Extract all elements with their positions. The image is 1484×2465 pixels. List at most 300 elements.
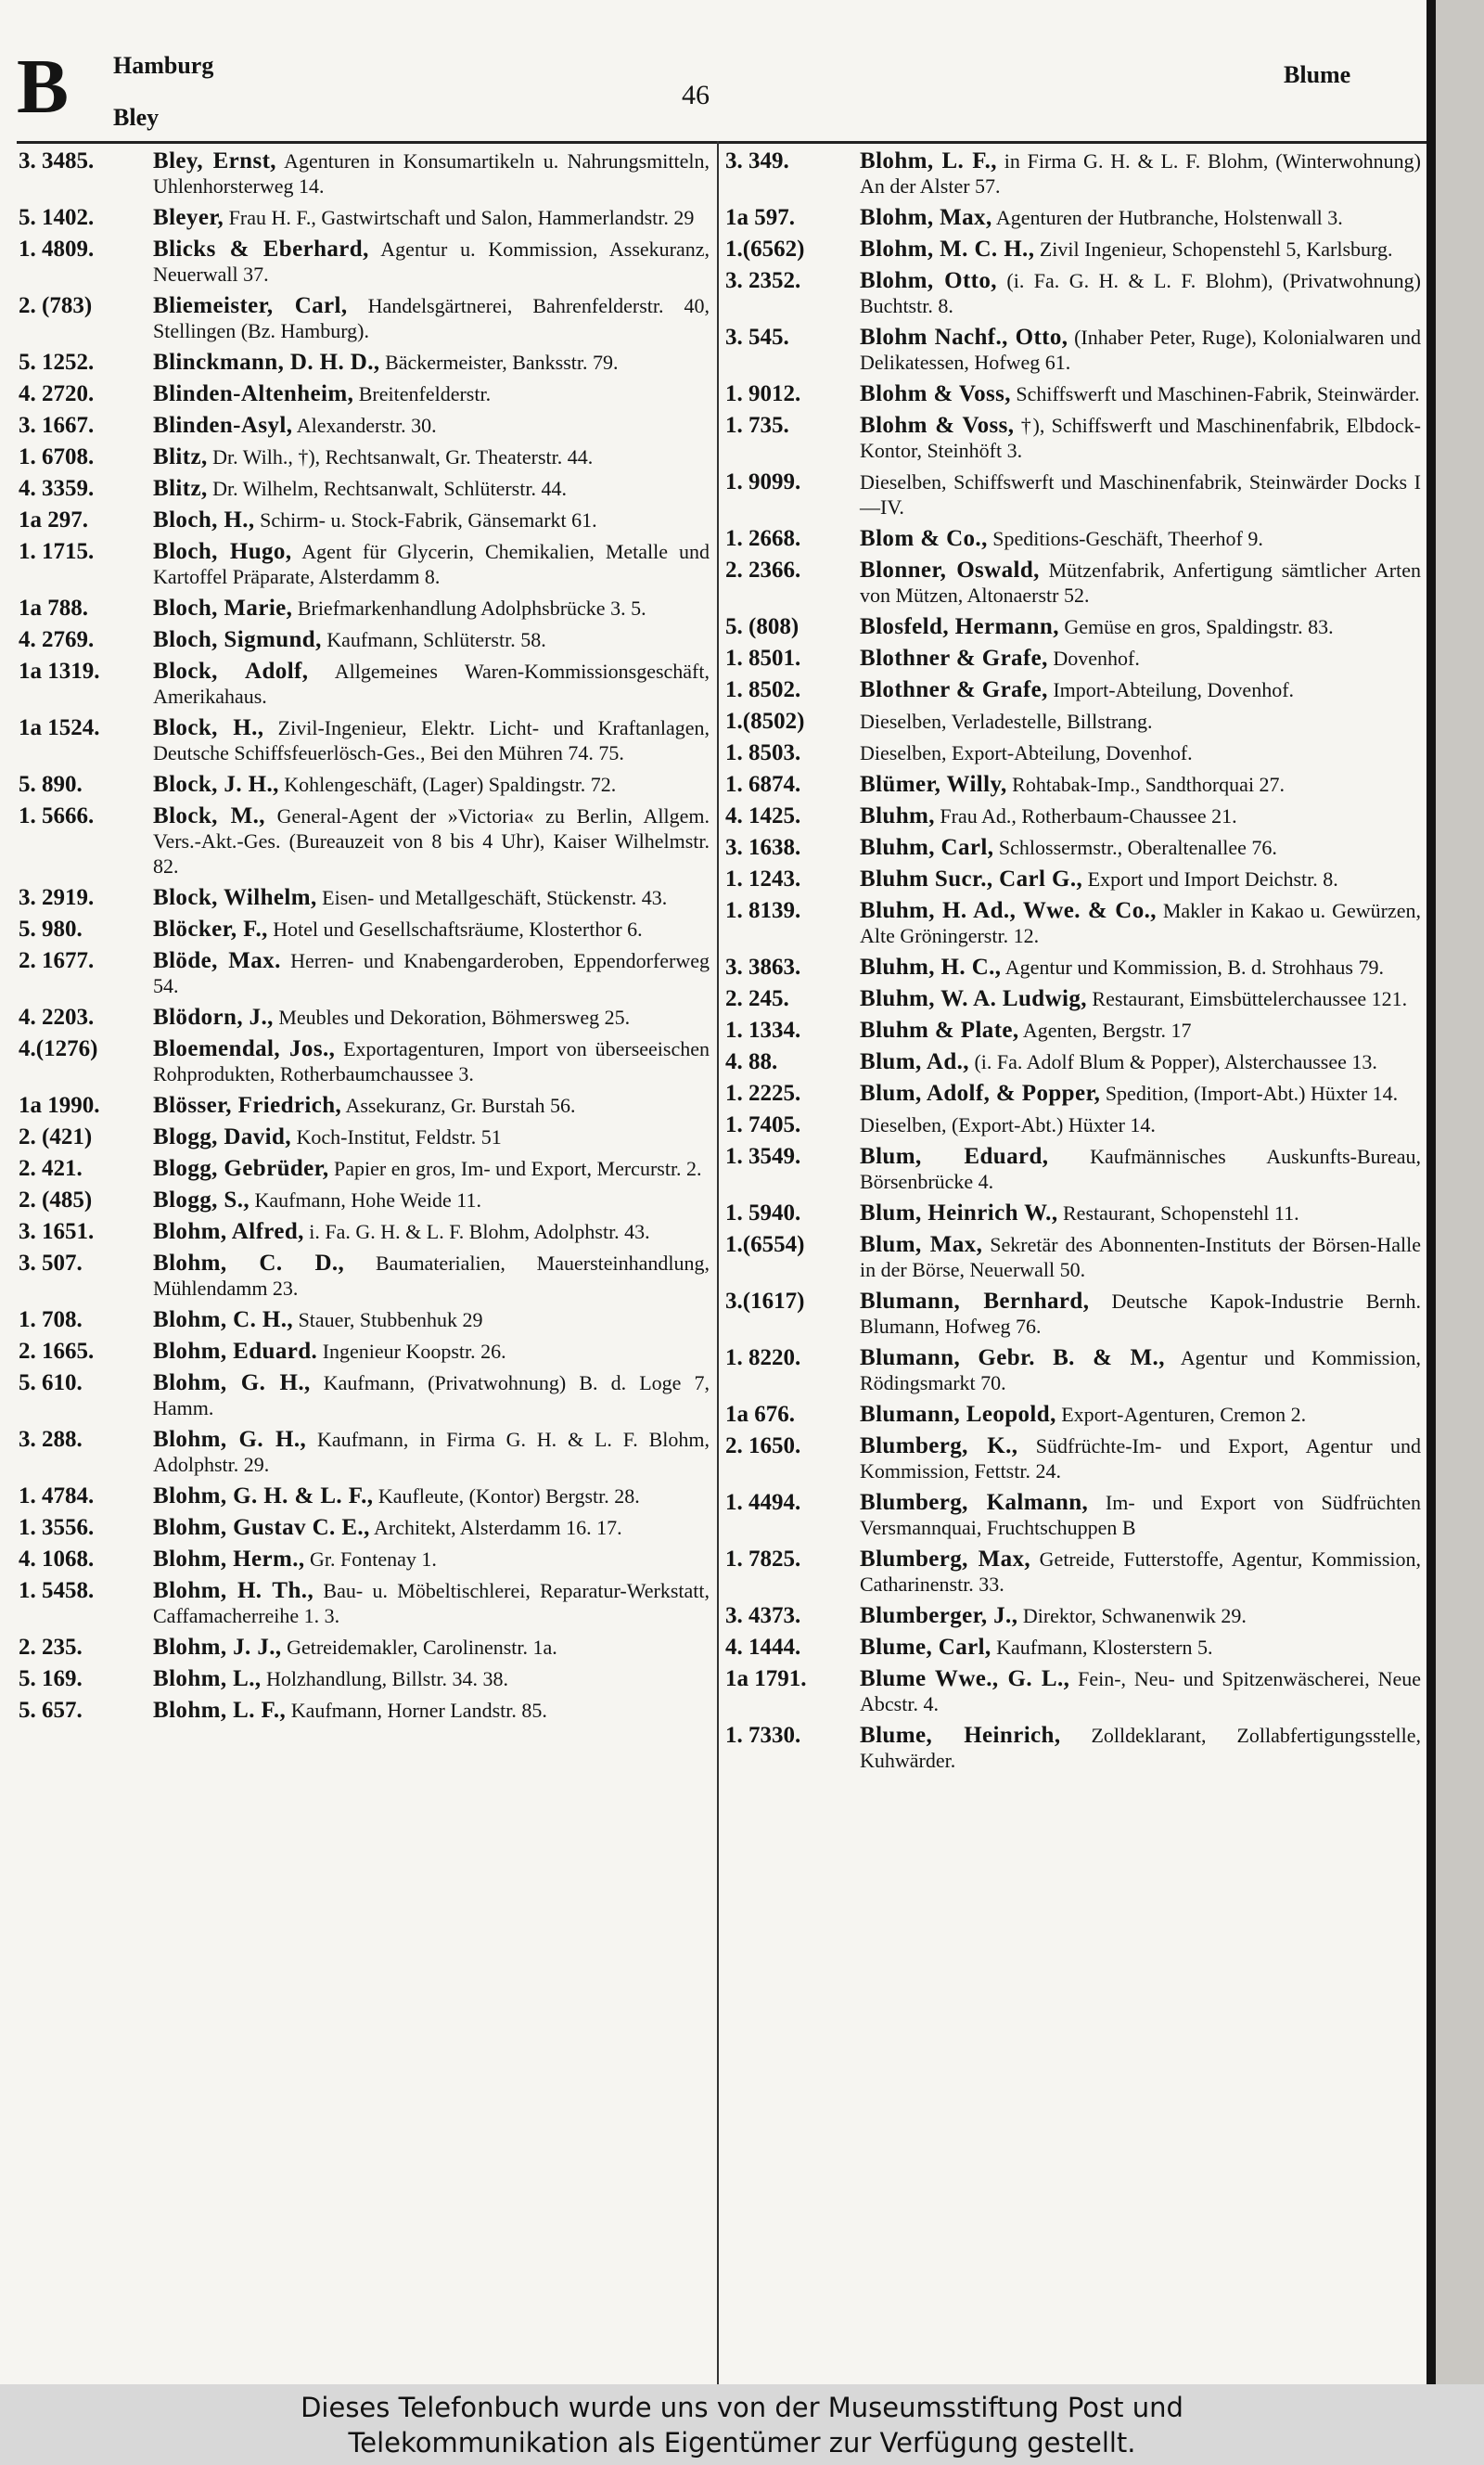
subscriber-name: Bloch, Sigmund, bbox=[153, 627, 322, 652]
subscriber-name: Blumann, Bernhard, bbox=[860, 1289, 1090, 1314]
phone-number: 4. 1068. bbox=[19, 1547, 95, 1572]
entry-details: Speditions-Geschäft, Theerhof 9. bbox=[992, 527, 1263, 550]
subscriber-name: Bluhm, H. Ad., Wwe. & Co., bbox=[860, 898, 1157, 923]
phone-number: 1a 676. bbox=[725, 1402, 795, 1427]
directory-entry bbox=[725, 1635, 1421, 1660]
subscriber-name: Blinckmann, D. H. D., bbox=[153, 350, 380, 375]
subscriber-name: Blumberger, J., bbox=[860, 1603, 1018, 1628]
entry-body bbox=[153, 1124, 710, 1149]
directory-entry bbox=[725, 526, 1421, 551]
directory-entry bbox=[19, 596, 710, 621]
directory-entry bbox=[19, 1251, 710, 1301]
directory-entry bbox=[725, 898, 1421, 948]
phone-number: 4. 88. bbox=[725, 1049, 778, 1074]
phone-number: 1. 4809. bbox=[19, 237, 95, 262]
phone-number: 1. 4494. bbox=[725, 1490, 801, 1515]
entry-details: Restaurant, Eimsbüttelerchaussee 121. bbox=[1092, 987, 1408, 1010]
subscriber-name: Bloemendal, Jos., bbox=[153, 1036, 336, 1061]
phone-number: 3. 349. bbox=[725, 148, 789, 173]
subscriber-name: Blümer, Willy, bbox=[860, 772, 1007, 797]
entry-body bbox=[860, 381, 1421, 406]
directory-entry bbox=[725, 1345, 1421, 1395]
subscriber-name: Blohm, H. Th., bbox=[153, 1578, 314, 1603]
subscriber-name: Bloch, Marie, bbox=[153, 596, 293, 621]
left-column bbox=[19, 148, 710, 1729]
entry-details: Kaufmann, Horner Landstr. 85. bbox=[290, 1699, 547, 1722]
entry-body bbox=[860, 1402, 1421, 1427]
subscriber-name: Blödorn, J., bbox=[153, 1005, 274, 1030]
entry-body bbox=[860, 1289, 1421, 1339]
directory-entry bbox=[19, 1483, 710, 1509]
phone-number: 1. 8220. bbox=[725, 1345, 801, 1370]
entry-body bbox=[153, 659, 710, 709]
directory-entry bbox=[725, 1144, 1421, 1194]
directory-entry bbox=[19, 148, 710, 199]
subscriber-name: Blumann, Leopold, bbox=[860, 1402, 1056, 1427]
subscriber-name: Blothner & Grafe, bbox=[860, 646, 1048, 671]
entry-body bbox=[860, 1723, 1421, 1773]
entry-body bbox=[860, 1200, 1421, 1226]
directory-entry bbox=[725, 1433, 1421, 1483]
entry-body bbox=[860, 1490, 1421, 1540]
directory-entry bbox=[19, 1666, 710, 1691]
entry-details: Rohtabak-Imp., Sandthorquai 27. bbox=[1012, 773, 1286, 796]
directory-entry bbox=[725, 1547, 1421, 1597]
phone-number: 1a 597. bbox=[725, 205, 795, 230]
entry-body bbox=[860, 709, 1421, 734]
phone-number: 4.(1276) bbox=[19, 1036, 98, 1061]
subscriber-name: Bluhm Sucr., Carl G., bbox=[860, 867, 1083, 892]
directory-entry bbox=[19, 948, 710, 998]
phone-number: 1. 6874. bbox=[725, 772, 801, 797]
entry-body bbox=[153, 413, 710, 438]
phone-number: 1. 5666. bbox=[19, 803, 95, 828]
subscriber-name: Blonner, Oswald, bbox=[860, 558, 1040, 583]
phone-number: 1a 788. bbox=[19, 596, 88, 621]
adjacent-page-edge bbox=[1436, 0, 1484, 2384]
entry-details: Dieselben, (Export-Abt.) Hüxter 14. bbox=[860, 1113, 1156, 1136]
entry-details: Import-Abteilung, Dovenhof. bbox=[1053, 678, 1295, 701]
directory-entry bbox=[19, 1219, 710, 1244]
directory-entry bbox=[725, 1112, 1421, 1137]
entry-body bbox=[153, 148, 710, 199]
directory-entry bbox=[725, 955, 1421, 980]
entry-body bbox=[153, 444, 710, 469]
entry-body bbox=[860, 898, 1421, 948]
entry-body bbox=[860, 986, 1421, 1011]
subscriber-name: Bluhm & Plate, bbox=[860, 1018, 1019, 1043]
phone-number: 1. 1715. bbox=[19, 539, 95, 564]
subscriber-name: Blohm, Max, bbox=[860, 205, 992, 230]
entry-body bbox=[153, 1307, 710, 1332]
entry-body bbox=[153, 1547, 710, 1572]
subscriber-name: Blohm Nachf., Otto, bbox=[860, 325, 1068, 350]
entry-details: Baumaterialien, Mauersteinhandlung, Mühlendamm 23. bbox=[153, 1252, 710, 1300]
column-divider bbox=[717, 141, 719, 2386]
entry-body bbox=[860, 1547, 1421, 1597]
entry-details: Kaufmann, in Firma G. H. & L. F. Blohm, Adolphstr. 29. bbox=[153, 1428, 710, 1476]
subscriber-name: Blohm, G. H., bbox=[153, 1427, 307, 1452]
phone-number: 3. 4373. bbox=[725, 1603, 801, 1628]
entry-body bbox=[153, 1188, 710, 1213]
entry-details: Agenten, Bergstr. 17 bbox=[1022, 1019, 1192, 1042]
entry-body bbox=[153, 885, 710, 910]
entry-body bbox=[860, 1433, 1421, 1483]
directory-entry bbox=[725, 803, 1421, 828]
directory-entry bbox=[19, 1339, 710, 1364]
phone-number: 4. 2203. bbox=[19, 1005, 95, 1030]
directory-entry bbox=[19, 1578, 710, 1628]
entry-details: Allgemeines Waren-Kommissionsgeschäft, Amerikahaus. bbox=[153, 660, 710, 708]
subscriber-name: Blom & Co., bbox=[860, 526, 988, 551]
subscriber-name: Blumann, Gebr. B. & M., bbox=[860, 1345, 1165, 1370]
entry-details: Dr. Wilhelm, Rechtsanwalt, Schlüterstr. 44. bbox=[212, 477, 567, 500]
directory-entry bbox=[19, 1427, 710, 1477]
subscriber-name: Blohm, L., bbox=[153, 1666, 262, 1691]
directory-entry bbox=[19, 205, 710, 230]
entry-body bbox=[860, 1081, 1421, 1106]
subscriber-name: Blumberg, K., bbox=[860, 1433, 1018, 1458]
subscriber-name: Blohm, Otto, bbox=[860, 268, 997, 293]
subscriber-name: Blothner & Grafe, bbox=[860, 677, 1048, 702]
phone-number: 1. 6708. bbox=[19, 444, 95, 469]
entry-details: Makler in Kakao u. Gewürzen, Alte Gröningerstr. 12. bbox=[860, 899, 1421, 947]
subscriber-name: Blogg, David, bbox=[153, 1124, 291, 1149]
directory-entry bbox=[725, 1666, 1421, 1716]
entry-body bbox=[860, 740, 1421, 765]
directory-entry bbox=[725, 614, 1421, 639]
entry-details: Dieselben, Export-Abteilung, Dovenhof. bbox=[860, 741, 1193, 764]
entry-body bbox=[153, 1578, 710, 1628]
subscriber-name: Bliemeister, Carl, bbox=[153, 293, 348, 318]
phone-number: 1. 1243. bbox=[725, 867, 801, 892]
entry-details: Agentur und Kommission, B. d. Strohhaus 79. bbox=[1004, 956, 1384, 979]
phone-number: 5. 1252. bbox=[19, 350, 95, 375]
subscriber-name: Blum, Ad., bbox=[860, 1049, 969, 1074]
entry-details: Im- und Export von Südfrüchten Versmannquai, Fruchtschuppen B bbox=[860, 1491, 1421, 1539]
entry-body bbox=[153, 1036, 710, 1086]
entry-body bbox=[860, 614, 1421, 639]
subscriber-name: Block, Adolf, bbox=[153, 659, 309, 684]
entry-details: Deutsche Kapok-Industrie Bernh. Blumann, Hofweg 76. bbox=[860, 1290, 1421, 1338]
directory-entry bbox=[19, 1156, 710, 1181]
phone-number: 4. 3359. bbox=[19, 476, 95, 501]
entry-details: Kaufleute, (Kontor) Bergstr. 28. bbox=[377, 1484, 640, 1508]
footer-line-1: Dieses Telefonbuch wurde uns von der Museumsstiftung Post und bbox=[301, 2392, 1183, 2423]
directory-entry bbox=[19, 237, 710, 287]
subscriber-name: Blohm, G. H., bbox=[153, 1370, 311, 1395]
subscriber-name: Blohm, C. H., bbox=[153, 1307, 294, 1332]
phone-number: 2. 235. bbox=[19, 1635, 83, 1660]
phone-number: 1. 7405. bbox=[725, 1112, 801, 1137]
phone-number: 1. 7825. bbox=[725, 1547, 801, 1572]
subscriber-name: Bluhm, bbox=[860, 803, 935, 828]
directory-entry bbox=[725, 381, 1421, 406]
entry-body bbox=[860, 646, 1421, 671]
entry-body bbox=[860, 1666, 1421, 1716]
phone-number: 2. 1665. bbox=[19, 1339, 95, 1364]
phone-number: 5. (808) bbox=[725, 614, 800, 639]
subscriber-name: Bluhm, W. A. Ludwig, bbox=[860, 986, 1087, 1011]
directory-entry bbox=[19, 444, 710, 469]
subscriber-name: Blohm, G. H. & L. F., bbox=[153, 1483, 374, 1509]
directory-entry bbox=[19, 381, 710, 406]
phone-number: 1. 2225. bbox=[725, 1081, 801, 1106]
subscriber-name: Block, Wilhelm, bbox=[153, 885, 317, 910]
entry-details: Zivil-Ingenieur, Elektr. Licht- und Kraftanlagen, Deutsche Schiffsfeuerlösch-Ges., Bei den Mühren 74. 75. bbox=[153, 716, 710, 764]
phone-number: 5. 1402. bbox=[19, 205, 95, 230]
phone-number: 1. 9099. bbox=[725, 469, 801, 494]
directory-entry bbox=[725, 1603, 1421, 1628]
subscriber-name: Blitz, bbox=[153, 444, 208, 469]
entry-details: Agentur und Kommission, Rödingsmarkt 70. bbox=[860, 1346, 1421, 1394]
entry-body bbox=[153, 539, 710, 589]
phone-number: 3. 507. bbox=[19, 1251, 83, 1276]
subscriber-name: Blösser, Friedrich, bbox=[153, 1093, 342, 1118]
phone-number: 2. 1650. bbox=[725, 1433, 801, 1458]
entry-body bbox=[153, 1251, 710, 1301]
phone-number: 1. 3556. bbox=[19, 1515, 95, 1540]
entry-details: Kaufmann, Klosterstern 5. bbox=[996, 1636, 1213, 1659]
header-last-name: Blume bbox=[1284, 61, 1351, 88]
directory-entry bbox=[725, 1490, 1421, 1540]
entry-body bbox=[153, 507, 710, 533]
entry-details: Bau- u. Möbeltischlerei, Reparatur-Werkstatt, Caffamacherreihe 1. 3. bbox=[153, 1579, 710, 1627]
entry-body bbox=[860, 1603, 1421, 1628]
phone-number: 1a 1524. bbox=[19, 715, 100, 740]
entry-body bbox=[860, 867, 1421, 892]
directory-entry bbox=[725, 148, 1421, 199]
subscriber-name: Blosfeld, Hermann, bbox=[860, 614, 1059, 639]
entry-details: Dr. Wilh., †), Rechtsanwalt, Gr. Theaterstr. 44. bbox=[212, 445, 594, 469]
phone-number: 3. 1651. bbox=[19, 1219, 95, 1244]
entry-body bbox=[860, 1232, 1421, 1282]
entry-body bbox=[153, 627, 710, 652]
phone-number: 4. 1425. bbox=[725, 803, 801, 828]
subscriber-name: Bleyer, bbox=[153, 205, 224, 230]
entry-details: Direktor, Schwanenwik 29. bbox=[1022, 1604, 1247, 1627]
subscriber-name: Blohm, M. C. H., bbox=[860, 237, 1035, 262]
phone-number: 1a 1791. bbox=[725, 1666, 807, 1691]
directory-entry bbox=[19, 803, 710, 879]
entry-details: Hotel und Gesellschaftsräume, Klosterthor 6. bbox=[273, 918, 643, 941]
entry-details: Spedition, (Import-Abt.) Hüxter 14. bbox=[1105, 1082, 1399, 1105]
entry-details: (i. Fa. G. H. & L. F. Blohm), (Privatwohnung) Buchtstr. 8. bbox=[860, 269, 1422, 317]
entry-body bbox=[153, 1635, 710, 1660]
phone-number: 4. 1444. bbox=[725, 1635, 801, 1660]
entry-details: Kaufmännisches Auskunfts-Bureau, Börsenbrücke 4. bbox=[860, 1145, 1421, 1193]
subscriber-name: Blum, Adolf, & Popper, bbox=[860, 1081, 1101, 1106]
entry-body bbox=[153, 803, 710, 879]
directory-entry bbox=[19, 885, 710, 910]
entry-body bbox=[860, 469, 1421, 520]
phone-number: 2. 2366. bbox=[725, 558, 801, 583]
entry-body bbox=[153, 715, 710, 765]
directory-entry bbox=[19, 1093, 710, 1118]
entry-details: Agenturen in Konsumartikeln u. Nahrungsmitteln, Uhlenhorsterweg 14. bbox=[153, 149, 710, 198]
entry-details: Assekuranz, Gr. Burstah 56. bbox=[345, 1094, 576, 1117]
directory-entry bbox=[19, 1370, 710, 1420]
entry-body bbox=[153, 205, 710, 230]
directory-entry bbox=[725, 677, 1421, 702]
subscriber-name: Blohm & Voss, bbox=[860, 381, 1011, 406]
phone-number: 5. 890. bbox=[19, 772, 83, 797]
entry-details: Herren- und Knabengarderoben, Eppendorferweg 54. bbox=[153, 949, 710, 997]
phone-number: 1.(6562) bbox=[725, 237, 805, 262]
subscriber-name: Bloch, Hugo, bbox=[153, 539, 292, 564]
entry-details: (Inhaber Peter, Ruge), Kolonialwaren und Delikatessen, Hofweg 61. bbox=[860, 326, 1421, 374]
entry-body bbox=[153, 350, 710, 375]
subscriber-name: Blum, Eduard, bbox=[860, 1144, 1049, 1169]
directory-entry bbox=[725, 1049, 1421, 1074]
directory-entry bbox=[725, 325, 1421, 375]
subscriber-name: Blumberg, Kalmann, bbox=[860, 1490, 1089, 1515]
header-city: Hamburg bbox=[113, 52, 214, 79]
subscriber-name: Bluhm, Carl, bbox=[860, 835, 994, 860]
entry-details: Alexanderstr. 30. bbox=[296, 414, 437, 437]
entry-details: Handelsgärtnerei, Bahrenfelderstr. 40, Stellingen (Bz. Hamburg). bbox=[153, 294, 710, 342]
phone-number: 3. 1667. bbox=[19, 413, 95, 438]
directory-entry bbox=[19, 476, 710, 501]
phone-number: 5. 657. bbox=[19, 1698, 83, 1723]
subscriber-name: Blum, Max, bbox=[860, 1232, 983, 1257]
entry-details: Dovenhof. bbox=[1053, 647, 1140, 670]
subscriber-name: Blume Wwe., G. L., bbox=[860, 1666, 1070, 1691]
directory-entry bbox=[725, 1200, 1421, 1226]
directory-entry bbox=[725, 709, 1421, 734]
entry-body bbox=[153, 1005, 710, 1030]
entry-body bbox=[153, 1515, 710, 1540]
entry-body bbox=[860, 268, 1421, 318]
entry-details: Breitenfelderstr. bbox=[358, 382, 492, 405]
directory-entry bbox=[19, 293, 710, 343]
directory-entry bbox=[19, 917, 710, 942]
entry-details: (i. Fa. Adolf Blum & Popper), Alsterchaussee 13. bbox=[974, 1050, 1377, 1073]
entry-details: Gr. Fontenay 1. bbox=[310, 1547, 437, 1571]
subscriber-name: Blum, Heinrich W., bbox=[860, 1200, 1058, 1226]
entry-details: Stauer, Stubbenhuk 29 bbox=[298, 1308, 483, 1331]
entry-body bbox=[860, 413, 1421, 463]
entry-details: Bäckermeister, Banksstr. 79. bbox=[385, 351, 619, 374]
entry-details: Kaufmann, Schlüterstr. 58. bbox=[326, 628, 546, 651]
phone-number: 4. 2769. bbox=[19, 627, 95, 652]
phone-number: 1. 8139. bbox=[725, 898, 801, 923]
entry-body bbox=[153, 1483, 710, 1509]
entry-details: Südfrüchte-Im- und Export, Agentur und Kommission, Fettstr. 24. bbox=[860, 1434, 1422, 1483]
phone-number: 1. 5458. bbox=[19, 1578, 95, 1603]
phone-number: 3. 3485. bbox=[19, 148, 95, 173]
phone-number: 1. 1334. bbox=[725, 1018, 801, 1043]
subscriber-name: Block, M., bbox=[153, 803, 265, 828]
directory-entry bbox=[19, 1124, 710, 1149]
entry-details: Holzhandlung, Billstr. 34. 38. bbox=[266, 1667, 508, 1690]
phone-number: 2. (783) bbox=[19, 293, 93, 318]
right-column bbox=[725, 148, 1421, 1779]
entry-details: Gemüse en gros, Spaldingstr. 83. bbox=[1064, 615, 1334, 638]
entry-body bbox=[153, 948, 710, 998]
phone-number: 1. 7330. bbox=[725, 1723, 801, 1748]
entry-body bbox=[153, 237, 710, 287]
entry-body bbox=[153, 1219, 710, 1244]
phone-number: 3.(1617) bbox=[725, 1289, 805, 1314]
entry-body bbox=[153, 1666, 710, 1691]
phone-number: 2. (485) bbox=[19, 1188, 93, 1213]
phone-number: 1. 8502. bbox=[725, 677, 801, 702]
subscriber-name: Blume, Heinrich, bbox=[860, 1723, 1061, 1748]
phone-number: 2. (421) bbox=[19, 1124, 93, 1149]
entry-details: Dieselben, Verladestelle, Billstrang. bbox=[860, 710, 1153, 733]
entry-details: Fein-, Neu- und Spitzenwäscherei, Neue Abcstr. 4. bbox=[860, 1667, 1421, 1715]
entry-body bbox=[860, 526, 1421, 551]
directory-entry bbox=[19, 539, 710, 589]
subscriber-name: Blohm, Gustav C. E., bbox=[153, 1515, 370, 1540]
subscriber-name: Blohm, Eduard. bbox=[153, 1339, 318, 1364]
entry-body bbox=[860, 237, 1421, 262]
entry-body bbox=[153, 1370, 710, 1420]
directory-entry bbox=[19, 1515, 710, 1540]
header-rule bbox=[17, 141, 1436, 144]
entry-details: i. Fa. G. H. & L. F. Blohm, Adolphstr. 43. bbox=[309, 1220, 650, 1243]
directory-entry bbox=[19, 1005, 710, 1030]
phone-number: 1a 297. bbox=[19, 507, 88, 533]
subscriber-name: Blohm & Voss, bbox=[860, 413, 1015, 438]
entry-details: Schirm- u. Stock-Fabrik, Gänsemarkt 61. bbox=[260, 508, 597, 532]
directory-entry bbox=[725, 469, 1421, 520]
phone-number: 3. 288. bbox=[19, 1427, 83, 1452]
entry-details: Export-Agenturen, Cremon 2. bbox=[1061, 1403, 1307, 1426]
phone-number: 2. 245. bbox=[725, 986, 789, 1011]
subscriber-name: Blohm, L. F., bbox=[153, 1698, 287, 1723]
directory-entry bbox=[725, 835, 1421, 860]
directory-entry bbox=[19, 507, 710, 533]
entry-details: Schlossermstr., Oberaltenallee 76. bbox=[998, 836, 1277, 859]
subscriber-name: Blinden-Asyl, bbox=[153, 413, 293, 438]
directory-entry bbox=[725, 413, 1421, 463]
entry-details: Frau H. F., Gastwirtschaft und Salon, Hammerlandstr. 29 bbox=[228, 206, 695, 229]
directory-entry bbox=[725, 740, 1421, 765]
entry-body bbox=[860, 835, 1421, 860]
entry-details: Zivil Ingenieur, Schopenstehl 5, Karlsburg. bbox=[1039, 238, 1393, 261]
subscriber-name: Blogg, S., bbox=[153, 1188, 250, 1213]
directory-entry bbox=[725, 1081, 1421, 1106]
entry-details: Mützenfabrik, Anfertigung sämtlicher Arten von Mützen, Altonaerstr 52. bbox=[860, 558, 1422, 607]
entry-body bbox=[860, 558, 1421, 608]
directory-entry bbox=[19, 1698, 710, 1723]
entry-body bbox=[860, 325, 1421, 375]
entry-body bbox=[860, 148, 1421, 199]
phone-number: 1. 8503. bbox=[725, 740, 801, 765]
subscriber-name: Blumberg, Max, bbox=[860, 1547, 1031, 1572]
directory-entry bbox=[19, 350, 710, 375]
directory-entry bbox=[725, 237, 1421, 262]
subscriber-name: Blohm, L. F., bbox=[860, 148, 997, 173]
entry-body bbox=[153, 1093, 710, 1118]
entry-details: Getreide, Futterstoffe, Agentur, Kommission, Catharinenstr. 33. bbox=[860, 1547, 1421, 1596]
entry-body bbox=[153, 293, 710, 343]
entry-body bbox=[860, 955, 1421, 980]
entry-body bbox=[860, 1018, 1421, 1043]
phone-number: 1. 735. bbox=[725, 413, 789, 438]
entry-body bbox=[860, 1345, 1421, 1395]
entry-details: Agentur u. Kommission, Assekuranz, Neuerwall 37. bbox=[153, 238, 710, 286]
page-number: 46 bbox=[682, 80, 710, 110]
entry-details: Kaufmann, (Privatwohnung) B. d. Loge 7, Hamm. bbox=[153, 1371, 710, 1419]
phone-number: 3. 545. bbox=[725, 325, 789, 350]
directory-entry bbox=[725, 1232, 1421, 1282]
phone-number: 3. 1638. bbox=[725, 835, 801, 860]
directory-entry bbox=[19, 413, 710, 438]
subscriber-name: Blohm, J. J., bbox=[153, 1635, 282, 1660]
